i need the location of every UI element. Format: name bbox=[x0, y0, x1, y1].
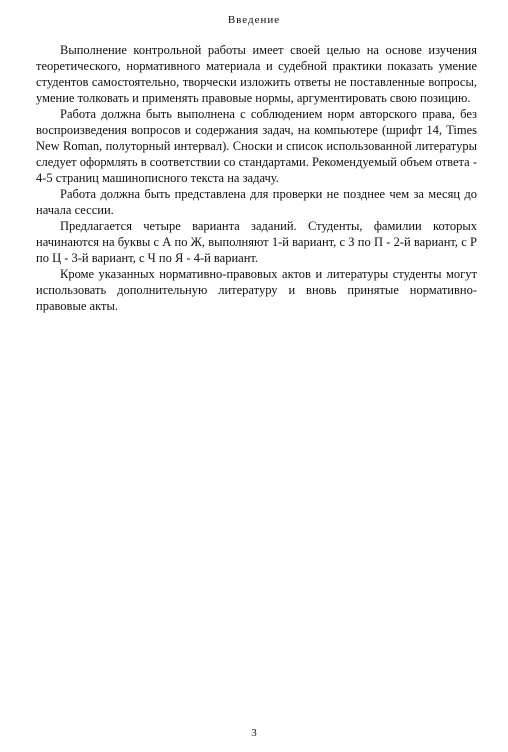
paragraph-additional-literature: Кроме указанных нормативно-правовых актов и литературы студенты могут использовать дополнительную литературу и вновь принятые нормативно-правовые акты. bbox=[36, 267, 477, 313]
paragraph-deadline: Работа должна быть представлена для проверки не позднее чем за месяц до начала сессии. bbox=[36, 187, 477, 217]
page-number: 3 bbox=[251, 727, 257, 739]
paragraph-purpose: Выполнение контрольной работы имеет своей целью на основе изучения теоретического, нормативного материала и судебной практики показать умение студентов самостоятельно, творчески изложить ответы не поставленные вопросы, умение толковать и применять правовые нормы, аргументировать свою позицию. bbox=[36, 43, 477, 105]
body-text bbox=[36, 42, 477, 314]
paragraph-variants: Предлагается четыре варианта заданий. Студенты, фамилии которых начинаются на буквы с А по Ж, выполняют 1-й вариант, с З по П - 2-й вариант, с Р по Ц - 3-й вариант, с Ч по Я - 4-й вариант. bbox=[36, 219, 477, 265]
page-title: Введение bbox=[227, 14, 281, 26]
paragraph-formatting-requirements: Работа должна быть выполнена с соблюдением норм авторского права, без воспроизведения вопросов и содержания задач, на компьютере (шрифт 14, Times New Roman, полуторный интервал). Сноски и список использованной литературы следует оформлять в соответствии со стандартами. Рекомендуемый объем ответа - 4-5 страниц машинописного текста на задачу. bbox=[36, 107, 477, 185]
